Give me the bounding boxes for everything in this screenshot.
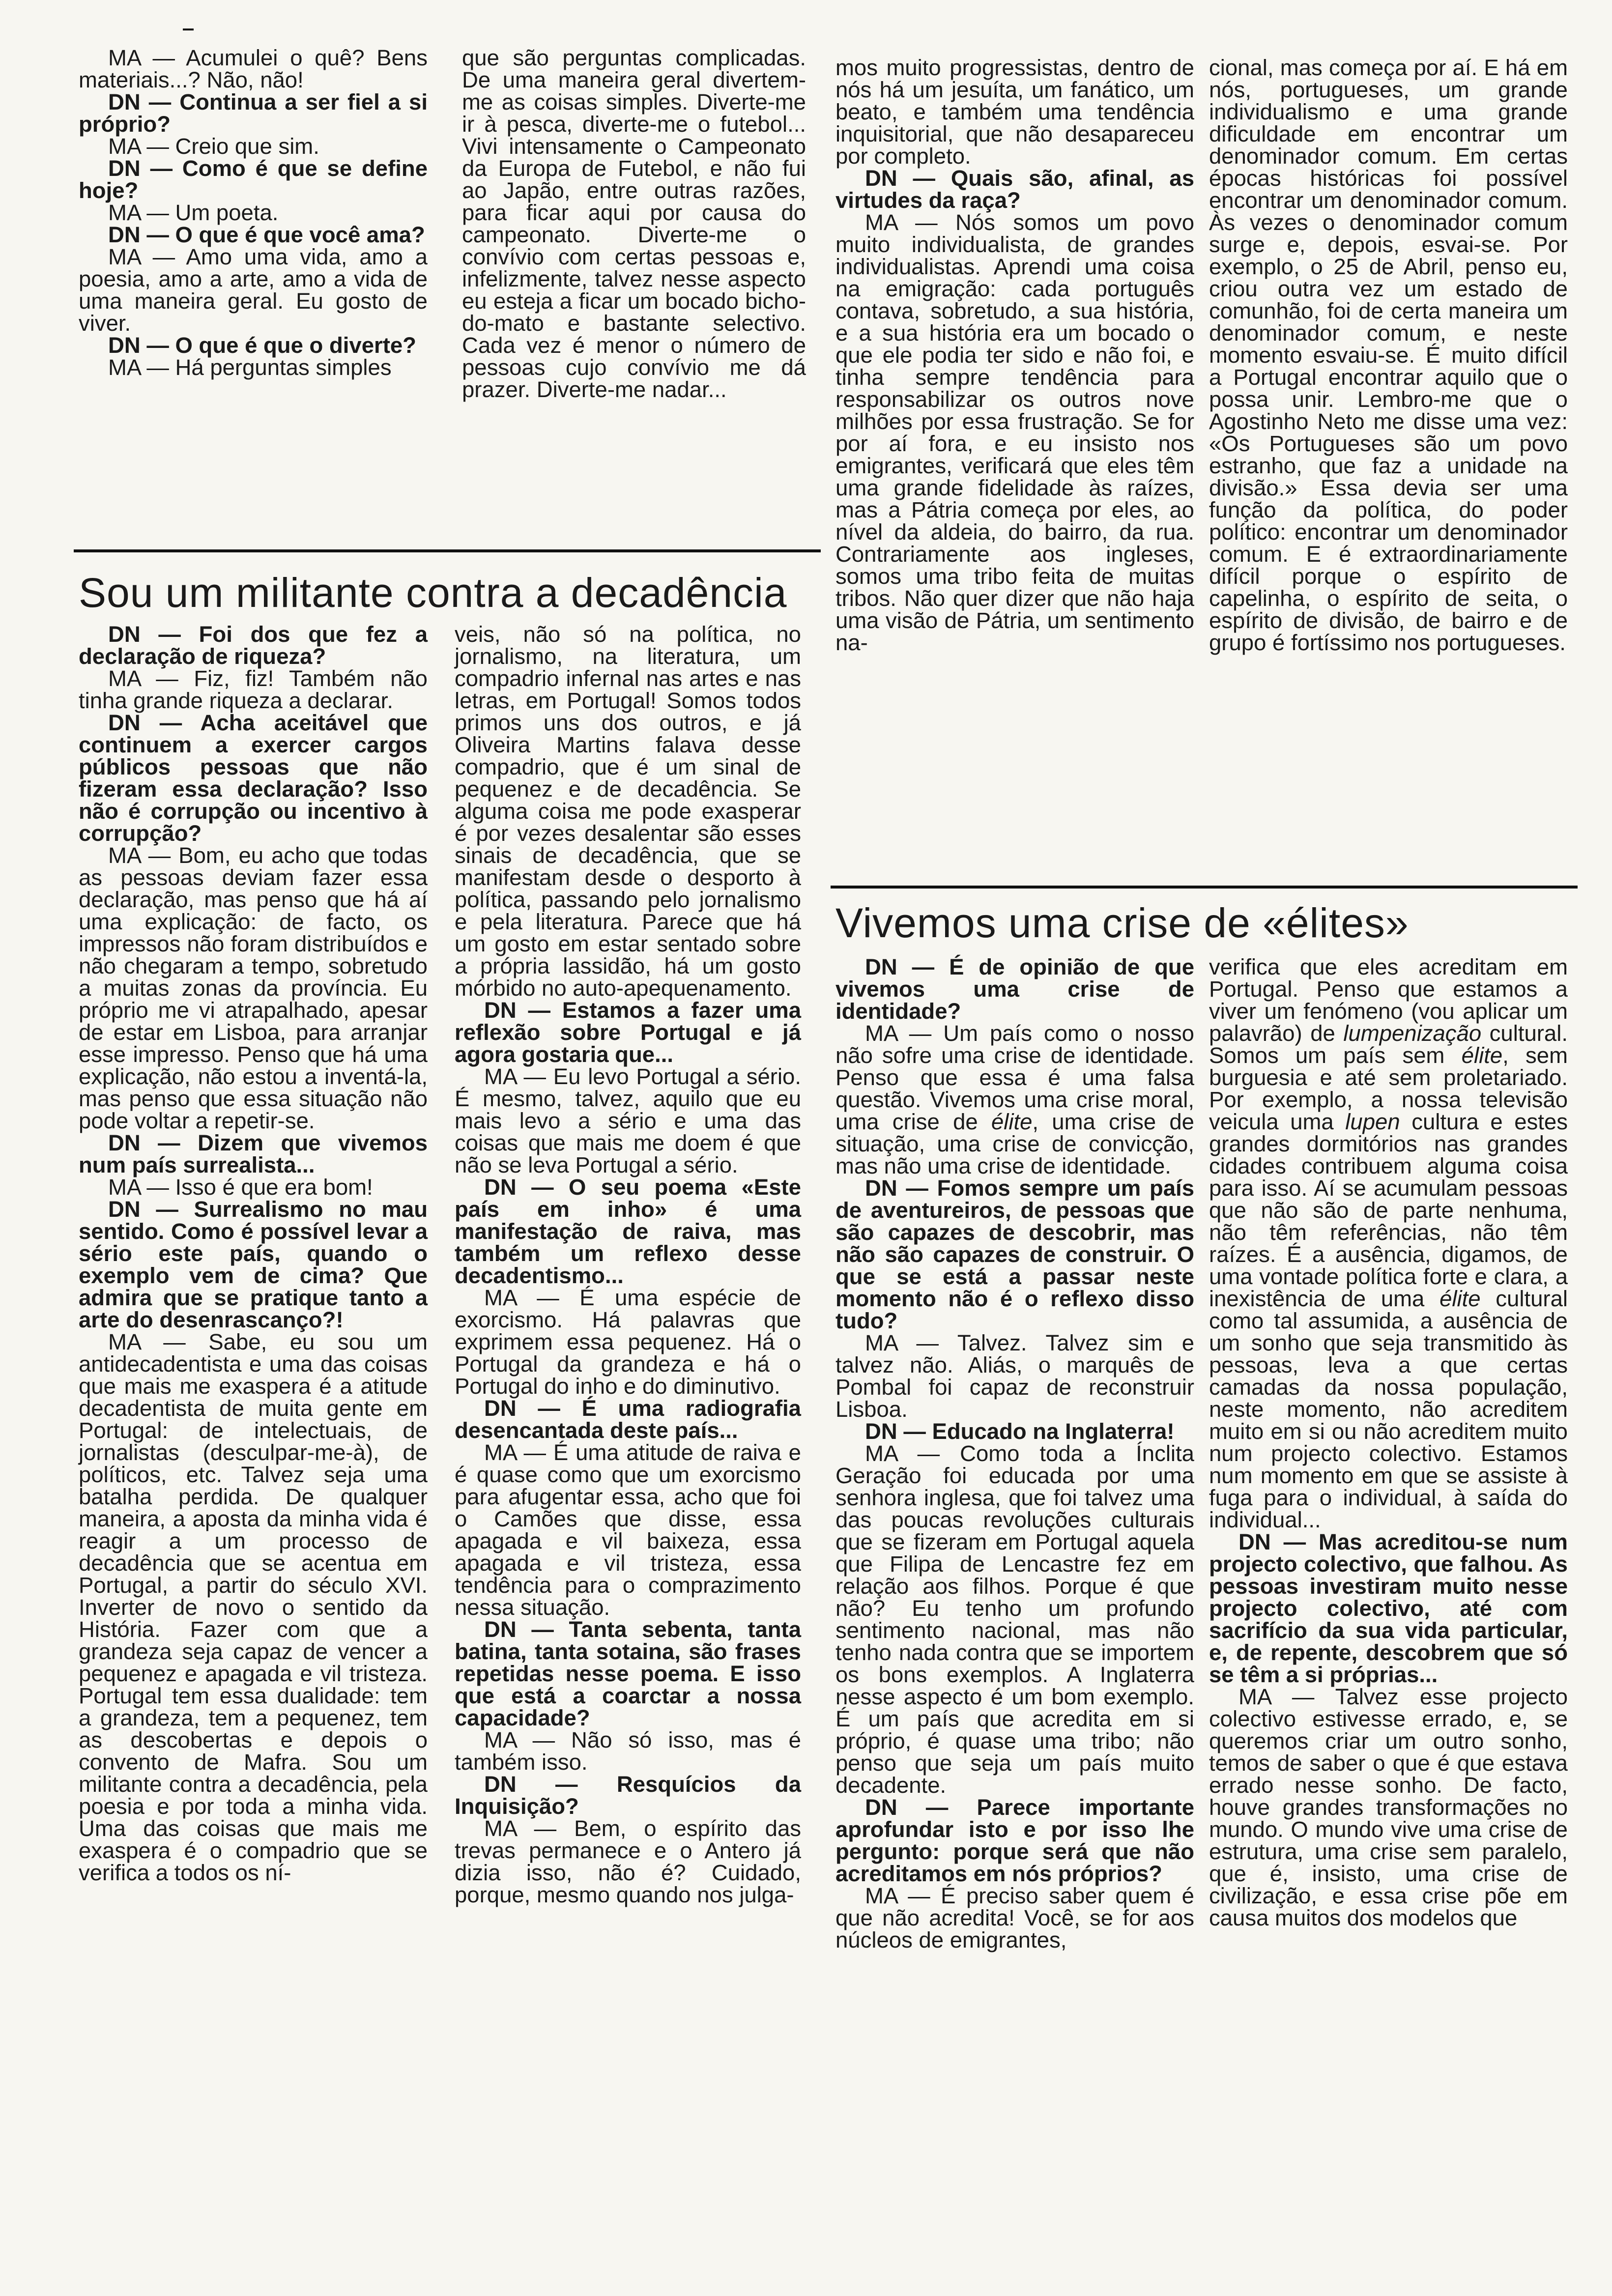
top-column-4: [1209, 55, 1574, 862]
interview-answer: MA — Um poeta.: [108, 200, 279, 225]
interview-answer: MA — Eu levo Portugal a sério. É mesmo, talvez, aquilo que eu mais levo a sério e uma das coisas que mais me doem é que não se leva Portugal a sério.: [455, 1064, 807, 1177]
headline-decadencia: Sou um militante contra a decadência: [79, 570, 787, 616]
interview-answer: MA — Como toda a Ínclita Geração foi educada por uma senhora inglesa, que foi talvez uma das poucas revoluções culturais que se fizeram em Portugal aquela que Filipa de Lencastre fez em relação aos filhos. Porque é que não? Eu tenho um profundo sentimento nacional, mas não tenho nada contra que se importem os bons exemplos. A Inglaterra nesse aspecto é um bom exemplo. É um país que acredita em si próprio, é quase uma tribo; não penso que seja um país muito decadente.: [835, 1441, 1201, 1798]
top-column-1: [79, 45, 434, 543]
interview-answer: MA — Bem, o espírito das trevas permanece e o Antero já dizia isso, não é? Cuidado, porque, mesmo quando nos julga-: [455, 1816, 807, 1907]
headline-elites: Vivemos uma crise de «élites»: [835, 900, 1409, 946]
interview-answer: MA — Acumulei o quê? Bens materiais...? Não, não!: [79, 45, 434, 92]
interview-question: DN — Continua a ser fiel a si próprio?: [79, 89, 434, 137]
interview-answer: MA — Amo uma vida, amo a poesia, amo a arte, amo a vida de uma maneira geral. Eu gosto de viver.: [79, 244, 434, 336]
interview-answer: veis, não só na política, no jornalismo, na literatura, um compadrio infernal nas artes e nas letras, em Portugal! Somos todos primos uns dos outros, e já Oliveira Martins falava desse compadrio, que é um sinal de pequenez e de decadência. Se alguma coisa me pode exasperar é por vezes desalentar são esses sinais de decadência, que se manifestam desde o desporto à política, passando pelo jornalismo e pela literatura. Parece que há um gosto em estar sentado sobre a própria lassidão, há um gosto mórbido no auto-apequenamento.: [455, 622, 807, 1001]
interview-question: DN — Surrealismo no mau sentido. Como é possível levar a sério este país, quando o exemplo vem de cima? Que admira que se pratique tanto a arte do desenrascanço?!: [79, 1197, 434, 1332]
interview-question: DN — É uma radiografia desencantada deste país...: [455, 1396, 807, 1443]
interview-question: DN — Resquícios da Inquisição?: [455, 1772, 807, 1819]
interview-question: DN — Educado na Inglaterra!: [865, 1419, 1175, 1444]
interview-answer: MA — Creio que sim.: [108, 134, 319, 159]
interview-answer: MA — É uma atitude de raiva e é quase como que um exorcismo para afugentar essa, acho que foi o Camões que disse, essa apagada e vil baixeza, essa apagada e vil tristeza, essa tendência para o comprazimento nessa situação.: [455, 1440, 807, 1620]
interview-question: DN — Mas acreditou-se num projecto colectivo, que falhou. As pessoas investiram muito nesse projecto colectivo, até com sacrifício da sua vida particular, e, de repente, descobrem que só se têm a si próprias...: [1209, 1529, 1574, 1687]
interview-answer: MA — Sabe, eu sou um antidecadentista e uma das coisas que mais me exaspera é a atitude decadentista de muita gente em Portugal: de intelectuais, de jornalistas (desculpar-me-à), de políticos, etc. Talvez seja uma batalha perdida. De qualquer maneira, a aposta da minha vida é reagir a um processo de decadência que se acentua em Portugal, a partir do século XVI. Inverter de novo o sentido da História. Fazer com que a grandeza seja capaz de vencer a pequenez e apagada e vil tristeza. Portugal tem essa dualidade: tem a grandeza, tem a pequenez, tem as descobertas e depois o convento de Mafra. Sou um militante contra a decadência, pela poesia e por toda a minha vida. Uma das coisas que mais me exaspera é o compadrio que se verifica a todos os ní-: [79, 1329, 434, 1885]
interview-answer: que são perguntas complicadas. De uma maneira geral divertem-me as coisas simples. Diverte-me ir à pesca, diverte-me o futebol... Vivi intensamente o Campeonato da Europa de Futebol, e não fui ao Japão, entre outras razões, para ficar aqui por causa do campeonato. Diverte-me o convívio com certas pessoas e, infelizmente, talvez nesse aspecto eu esteja a ficar um bocado bicho-do-mato e bastante selectivo. Cada vez é menor o número de pessoas cujo convívio me dá prazer. Diverte-me nadar...: [462, 45, 812, 402]
elites-column-1: [835, 954, 1201, 2292]
interview-question: DN — Estamos a fazer uma reflexão sobre Portugal e já agora gostaria que...: [455, 998, 807, 1067]
interview-answer: MA — Talvez. Talvez sim e talvez não. Aliás, o marquês de Pombal foi capaz de reconstruir Lisboa.: [835, 1330, 1201, 1422]
top-dash-mark: [183, 29, 194, 30]
interview-question: DN — Foi dos que fez a declaração de riqueza?: [79, 622, 434, 669]
interview-question: DN — Quais são, afinal, as virtudes da raça?: [835, 166, 1201, 213]
interview-answer: cional, mas começa por aí. E há em nós, portugueses, um grande individualismo e uma grande dificuldade em encontrar um denominador comum. Em certas épocas históricas foi possível encontrar um denominador comum. Às vezes o denominador comum surge e, depois, esvai-se. Por exemplo, o 25 de Abril, penso eu, criou outra vez um estado de comunhão, foi de certa maneira um denominador comum, e neste momento esvaiu-se. É muito difícil a Portugal encontrar aquilo que o possa unir. Lembro-me que o Agostinho Neto me disse uma vez: «Os Portugueses são um povo estranho, que faz a unidade na divisão.» Essa devia ser uma função da política, do poder político: encontrar um denominador comum. E é extraordinariamente difícil porque o espírito de capelinha, o espírito de seita, o espírito de divisão, de bairro e de grupo é fortíssimo nos portugueses.: [1209, 55, 1574, 655]
decadencia-column-2: [455, 622, 807, 2292]
decadencia-column-1: [79, 622, 434, 2292]
interview-question: DN — Parece importante aprofundar isto e por isso lhe pergunto: porque será que não acreditamos em nós próprios?: [835, 1795, 1201, 1886]
interview-answer: verifica que eles acreditam em Portugal. Penso que estamos a viver um fenómeno (vou aplicar um palavrão) de lumpenização cultural. Somos um país sem élite, sem burguesia e até sem proletariado. Por exemplo, a nossa televisão veicula uma lupen cultura e estes grandes dormitórios nas grandes cidades contribuem alguma coisa para isso. Aí se acumulam pessoas que não são de parte nenhuma, não têm referências, não têm raízes. É a ausência, digamos, de uma vontade política forte e clara, a inexistência de uma élite cultural como tal assumida, a ausência de um sonho que seja transmitido às pessoas, leva a que certas camadas da nossa população, neste momento, não acreditem muito em si ou não acreditem muito num projecto colectivo. Estamos num momento em que se assiste à fuga para o individual, à saída do individual...: [1209, 954, 1574, 1532]
interview-answer: mos muito progressistas, dentro de nós há um jesuíta, um fanático, um beato, e também uma tendência inquisitorial, que não desapareceu por completo.: [835, 55, 1201, 169]
top-column-2: [462, 45, 812, 543]
interview-question: DN — O que é que o diverte?: [108, 333, 416, 358]
interview-answer: MA — Há perguntas simples: [108, 355, 392, 380]
interview-question: DN — O seu poema «Este país em inho» é uma manifestação de raiva, mas também um reflexo desse decadentismo...: [455, 1175, 807, 1288]
interview-question: DN — Como é que se define hoje?: [79, 156, 434, 203]
interview-answer: MA — Bom, eu acho que todas as pessoas deviam fazer essa declaração, mas penso que há aí uma explicação: de facto, os impressos não foram distribuídos e não chegaram a tempo, sobretudo a muitas zonas da província. Eu próprio me vi atrapalhado, apesar de estar em Lisboa, para arranjar esse impresso. Penso que há uma explicação, não estou a inventá-la, mas penso que essa situação não pode voltar a repetir-se.: [79, 843, 434, 1133]
elites-column-2: [1209, 954, 1574, 2292]
interview-answer: MA — Não só isso, mas é também isso.: [455, 1727, 807, 1775]
interview-question: DN — Dizem que vivemos num país surrealista...: [79, 1130, 434, 1177]
interview-question: DN — Fomos sempre um país de aventureiros, de pessoas que são capazes de descobrir, mas não são capazes de construir. O que se está a passar neste momento não é o reflexo disso tudo?: [835, 1176, 1201, 1333]
top-column-3: [835, 55, 1201, 862]
interview-answer: MA — É uma espécie de exorcismo. Há palavras que exprimem essa pequenez. Há o Portugal da grandeza e há o Portugal do inho e do diminutivo.: [455, 1285, 807, 1399]
interview-question: DN — Acha aceitável que continuem a exercer cargos públicos pessoas que não fizeram essa declaração? Isso não é corrupção ou incentivo à corrupção?: [79, 710, 434, 846]
interview-answer: MA — É preciso saber quem é que não acredita! Você, se for aos núcleos de emigrantes,: [835, 1883, 1201, 1952]
interview-answer: MA — Um país como o nosso não sofre uma crise de identidade. Penso que essa é uma falsa questão. Vivemos uma crise moral, uma crise de élite, uma crise de situação, uma crise de convicção, mas não uma crise de identidade.: [835, 1021, 1201, 1178]
section-rule-elites: [831, 886, 1578, 889]
interview-answer: MA — Nós somos um povo muito individualista, de grandes individualistas. Aprendi uma coisa na emigração: cada português contava, sobretudo, a sua história, e a sua história era um bocado o que ele podia ter sido e não foi, e tinha sempre tendência para responsabilizar os outros nove milhões por essa frustração. Se for por aí fora, e eu insisto nos emigrantes, verificará que eles têm uma grande fidelidade às raízes, mas a Pátria começa por eles, ao nível da aldeia, do bairro, da rua. Contrariamente aos ingleses, somos uma tribo feita de muitas tribos. Não quer dizer que não haja uma visão de Pátria, um sentimento na-: [835, 210, 1201, 655]
interview-question: DN — Tanta sebenta, tanta batina, tanta sotaina, são frases repetidas nesse poema. E isso que está a coarctar a nossa capacidade?: [455, 1617, 807, 1730]
interview-answer: MA — Talvez esse projecto colectivo estivesse errado, e, se queremos criar um outro sonho, temos de saber o que é que estava errado nesse sonho. De facto, houve grandes transformações no mundo. O mundo vive uma crise de estrutura, uma crise sem paralelo, que é, insisto, uma crise de civilização, e essa crise põe em causa muitos dos modelos que: [1209, 1684, 1574, 1930]
interview-question: DN — O que é que você ama?: [108, 222, 425, 247]
section-rule-decadencia: [74, 549, 821, 552]
interview-answer: MA — Isso é que era bom!: [108, 1175, 373, 1200]
interview-answer: MA — Fiz, fiz! Também não tinha grande riqueza a declarar.: [79, 666, 434, 713]
interview-question: DN — É de opinião de que vivemos uma crise de identidade?: [835, 954, 1201, 1024]
